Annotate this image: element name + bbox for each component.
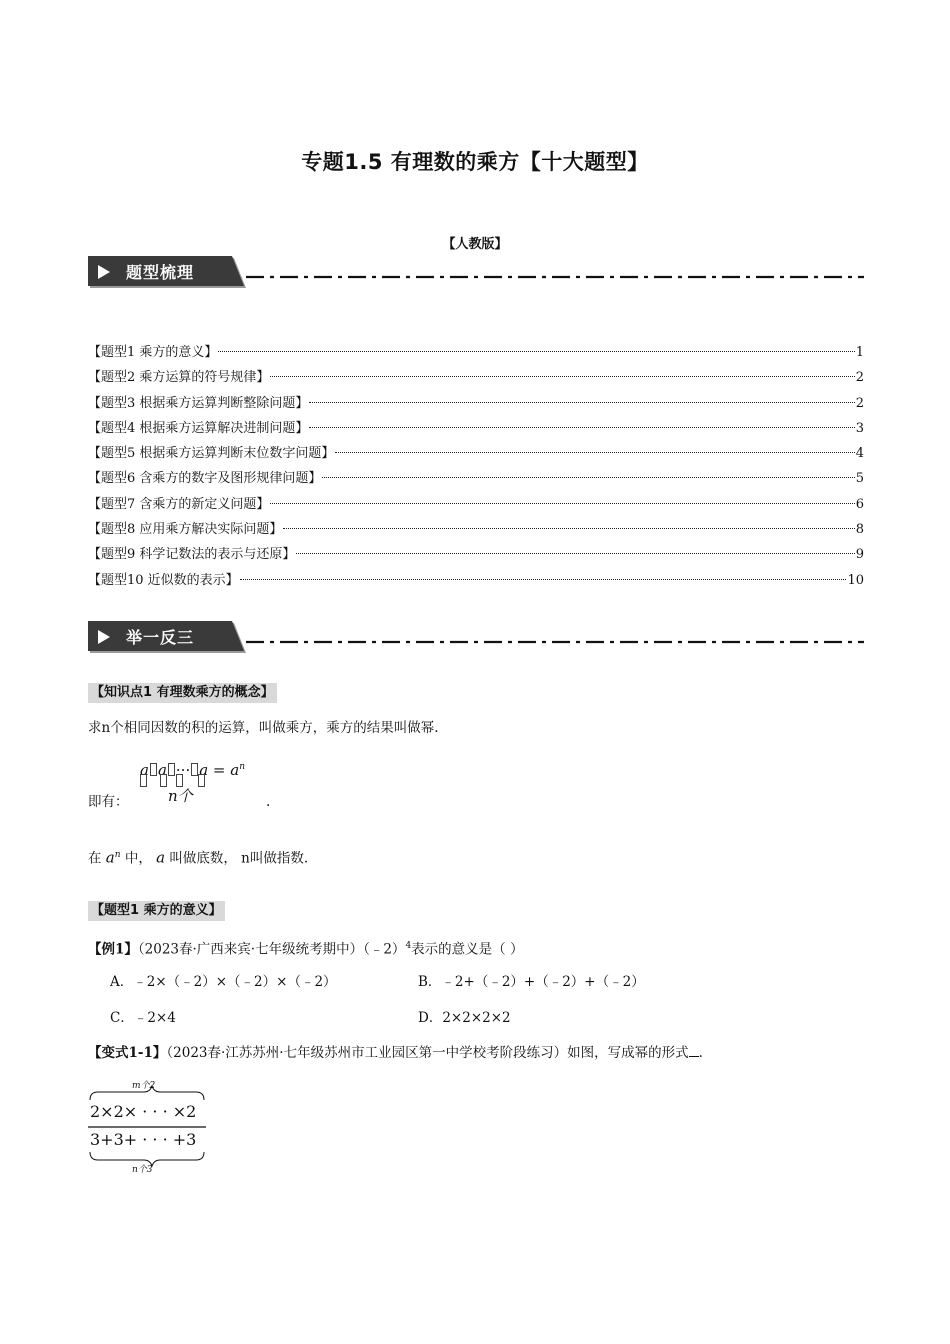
toc-page-number: 2 (855, 370, 864, 386)
variant-tag: 【变式1-1】 (88, 1045, 167, 1061)
placeholder-box (160, 774, 167, 787)
formula-under-label: n个 (168, 787, 193, 805)
base-mid: 中， (124, 850, 152, 867)
dash-dot-divider (246, 275, 864, 279)
formula-term: a (140, 761, 149, 779)
section-title: 题型梳理 (126, 263, 195, 282)
toc-item[interactable] (88, 419, 864, 444)
play-icon (97, 265, 111, 279)
toc-item[interactable] (88, 343, 864, 368)
play-icon (97, 630, 111, 644)
toc-page-number: 3 (855, 420, 864, 436)
toc-item-label: 【题型4 根据乘方运算解决进制问题】 (88, 420, 309, 436)
toc-item[interactable] (88, 545, 864, 570)
toc-item-label: 【题型9 科学记数法的表示与还原】 (88, 547, 296, 563)
option-key: D． (418, 1010, 443, 1026)
option-text: ﹣2×4 (133, 1010, 176, 1026)
option-c[interactable] (110, 1008, 176, 1028)
option-key: C． (110, 1010, 134, 1026)
base-symbol: a (105, 848, 115, 867)
toc-leader (322, 477, 854, 478)
formula-end: . (266, 794, 271, 810)
formula-term: a (157, 761, 167, 779)
formula-exponent: n (239, 762, 246, 772)
toc-leader (240, 579, 847, 580)
option-key: A． (110, 974, 134, 990)
variant-end: . (698, 1045, 703, 1061)
page-title: 专题1.5 有理数的乘方【十大题型】 (301, 150, 649, 174)
option-a[interactable] (110, 972, 337, 992)
toc-item[interactable] (88, 469, 864, 494)
toc-item-label: 【题型1 乘方的意义】 (88, 345, 218, 360)
toc-item[interactable] (88, 444, 864, 469)
section-title: 举一反三 (126, 628, 195, 647)
option-text: ﹣2×（﹣2）×（﹣2）×（﹣2） (133, 974, 337, 990)
formula-underbrace-note (168, 786, 193, 806)
toc-page-number: 1 (855, 345, 864, 360)
toc-leader (335, 452, 854, 453)
toc-page-number: 6 (855, 496, 864, 512)
option-b[interactable] (418, 972, 645, 992)
option-text: ﹣2+（﹣2）+（﹣2）+（﹣2） (441, 974, 645, 990)
toc-item[interactable] (88, 520, 864, 545)
toc-item-label: 【题型3 根据乘方运算判断整除问题】 (88, 395, 309, 411)
brace-lines (88, 1078, 218, 1174)
variant-text: （2023春·江苏苏州·七年级苏州市工业园区第一中学校考阶段练习）如图，写成幂的形式 (166, 1045, 689, 1061)
toc-leader (218, 351, 854, 352)
toc-item[interactable] (88, 495, 864, 520)
example-exponent: 4 (405, 941, 412, 951)
top-brace-note: m个2 (132, 1081, 156, 1091)
toc-item[interactable] (88, 394, 864, 419)
definition-text: 求n个相同因数的积的运算，叫做乘方，乘方的结果叫做幂. (88, 720, 439, 736)
toc-item-label: 【题型8 应用乘方解决实际问题】 (88, 522, 283, 538)
type1-label: 【题型1 乘方的意义】 (88, 901, 225, 921)
variant-1-1 (88, 1043, 703, 1063)
toc-item[interactable] (88, 368, 864, 393)
toc-page-number: 5 (855, 471, 864, 487)
option-d[interactable] (418, 1008, 511, 1028)
base-exponent: n (114, 850, 121, 860)
fraction-numerator: 2×2× · · · ×2 (90, 1102, 197, 1121)
toc-item-label: 【题型7 含乘方的新定义问题】 (88, 496, 270, 512)
toc-page-number: 8 (855, 522, 864, 538)
example-tail: 表示的意义是（ ） (411, 941, 524, 958)
formula-dots: ··· (175, 761, 191, 779)
base-prefix: 在 (88, 850, 102, 867)
bottom-brace-note: n个3 (132, 1165, 153, 1175)
toc-page-number: 9 (855, 547, 864, 563)
example-tag: 【例1】 (88, 941, 138, 958)
toc-page-number: 10 (847, 572, 864, 588)
toc-leader (270, 376, 854, 377)
toc-item-label: 【题型2 乘方运算的符号规律】 (88, 370, 270, 386)
placeholder-box (140, 774, 147, 787)
toc-leader (309, 427, 854, 428)
example-text: （2023春·广西来宾·七年级统考期中）（﹣2） (137, 941, 406, 958)
toc-item-label: 【题型5 根据乘方运算判断末位数字问题】 (88, 446, 335, 462)
dash-dot-divider (246, 640, 864, 644)
fraction-figure (88, 1078, 218, 1174)
base-description: 叫做底数， n叫做指数. (169, 850, 309, 867)
section-header-practice (88, 621, 864, 655)
fraction-denominator: 3+3+ · · · +3 (90, 1130, 197, 1149)
toc-item-label: 【题型10 近似数的表示】 (88, 572, 239, 588)
toc-leader (296, 553, 854, 554)
option-key: B． (418, 974, 442, 990)
toc-leader (309, 402, 854, 403)
toc-leader (283, 528, 854, 529)
edition-label: 【人教版】 (442, 237, 508, 252)
toc-page-number: 4 (855, 446, 864, 462)
example-1 (88, 936, 523, 960)
toc-leader (270, 503, 854, 504)
toc-item[interactable] (88, 571, 864, 596)
option-text: 2×2×2×2 (442, 1010, 511, 1026)
placeholder-box (198, 774, 205, 787)
toc-page-number: 2 (855, 395, 864, 411)
toc-item-label: 【题型6 含乘方的数字及图形规律问题】 (88, 471, 322, 487)
table-of-contents (88, 343, 864, 596)
base-exponent-text (88, 845, 308, 869)
section-header-toc (88, 256, 864, 290)
base-symbol: a (156, 848, 166, 867)
answer-blank[interactable] (689, 1056, 699, 1057)
formula-prefix: 即有： (88, 794, 129, 810)
knowledge-point-label: 【知识点1 有理数乘方的概念】 (88, 683, 277, 703)
formula-equals: a = a (199, 761, 240, 779)
